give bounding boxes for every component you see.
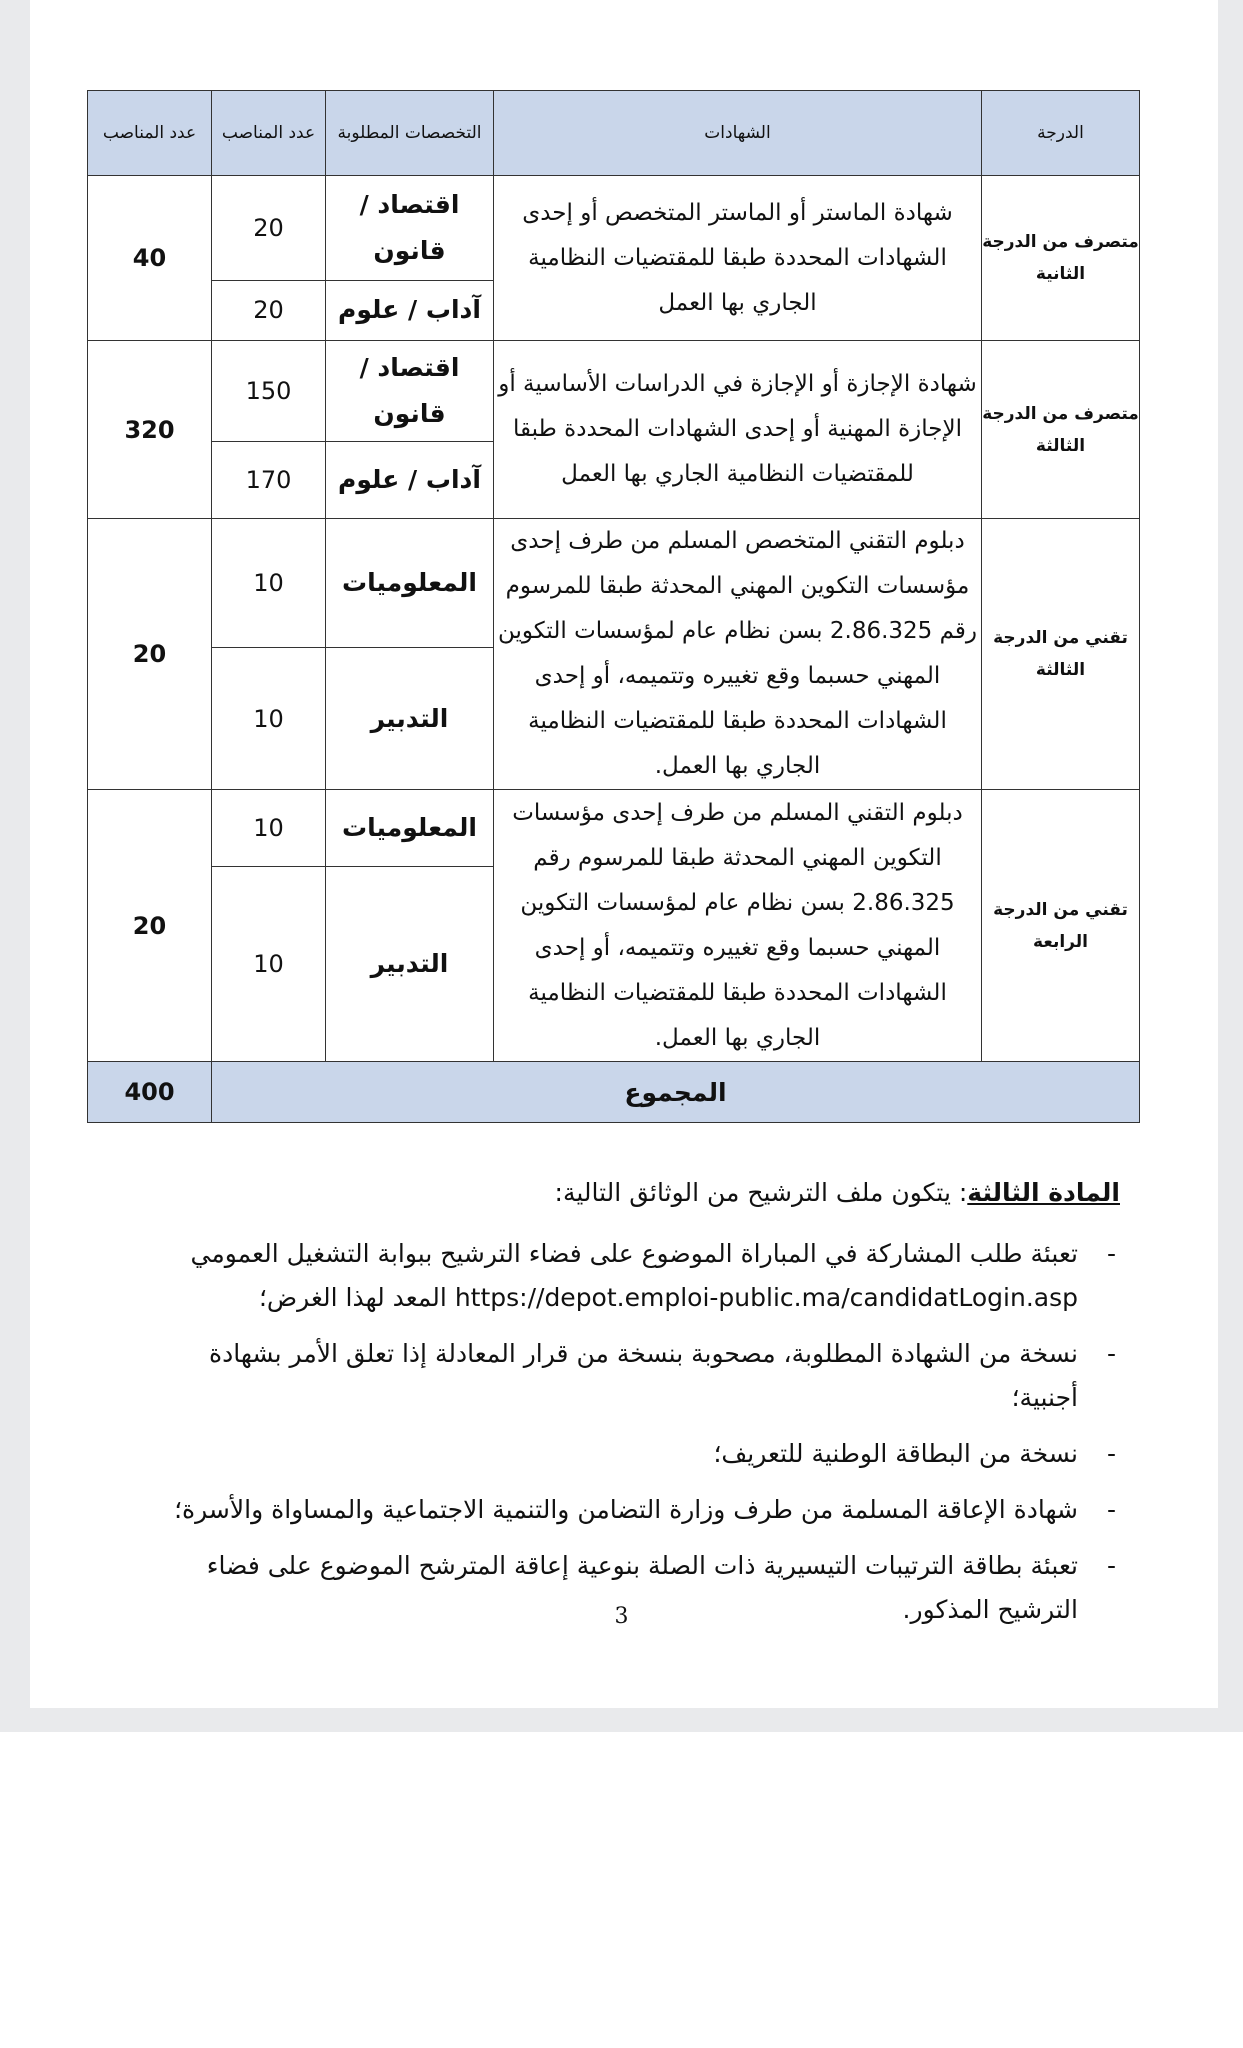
certificates-cell: شهادة الإجازة أو الإجازة في الدراسات الأساسية أو الإجازة المهنية أو إحدى الشهادات المحددة طبقا للمقتضيات النظامية الجاري بها العمل <box>494 341 982 519</box>
posts-cell: 150 <box>212 341 326 442</box>
sum-label: المجموع <box>212 1062 1140 1123</box>
documents-list <box>140 1232 1120 1632</box>
table-row <box>88 341 1140 442</box>
item-text: تعبئة طلب المشاركة في المباراة الموضوع على فضاء الترشيح ببوابة التشغيل العمومي <box>190 1239 1078 1268</box>
specialty-cell: التدبير <box>326 867 494 1062</box>
article-three <box>140 1174 1120 1644</box>
specialty-cell: المعلوميات <box>326 519 494 648</box>
specialty-cell: اقتصاد / قانون <box>326 341 494 442</box>
header-specialties: التخصصات المطلوبة <box>326 91 494 176</box>
grade-cell: تقني من الدرجة الرابعة <box>982 790 1140 1062</box>
posts-cell: 20 <box>212 176 326 281</box>
certificates-cell: شهادة الماستر أو الماستر المتخصص أو إحدى الشهادات المحددة طبقا للمقتضيات النظامية الجاري بها العمل <box>494 176 982 341</box>
specialty-cell: التدبير <box>326 648 494 790</box>
specialty-cell: آداب / علوم <box>326 442 494 519</box>
grade-cell: متصرف من الدرجة الثالثة <box>982 341 1140 519</box>
table-row <box>88 519 1140 648</box>
header-certificates: الشهادات <box>494 91 982 176</box>
list-item: - نسخة من البطاقة الوطنية للتعريف؛ <box>140 1432 1120 1476</box>
posts-cell: 170 <box>212 442 326 519</box>
total-cell: 320 <box>88 341 212 519</box>
posts-cell: 10 <box>212 648 326 790</box>
sum-row <box>88 1062 1140 1123</box>
specialty-cell: المعلوميات <box>326 790 494 867</box>
positions-table <box>87 90 1140 1123</box>
item-tail: المعد لهذا الغرض؛ <box>258 1283 447 1312</box>
list-item: - نسخة من الشهادة المطلوبة، مصحوبة بنسخة من قرار المعادلة إذا تعلق الأمر بشهادة أجنبية؛ <box>140 1332 1120 1420</box>
total-cell: 20 <box>88 790 212 1062</box>
blank-area <box>0 1732 1243 2048</box>
article-heading <box>140 1174 1120 1212</box>
table-row <box>88 790 1140 867</box>
specialty-cell: آداب / علوم <box>326 280 494 340</box>
article-intro: : يتكون ملف الترشيح من الوثائق التالية: <box>554 1178 968 1207</box>
total-cell: 20 <box>88 519 212 790</box>
sum-total: 400 <box>88 1062 212 1123</box>
table-row <box>88 176 1140 281</box>
total-cell: 40 <box>88 176 212 341</box>
posts-cell: 20 <box>212 280 326 340</box>
list-item: - تعبئة بطاقة الترتيبات التيسيرية ذات الصلة بنوعية إعاقة المترشح الموضوع على فضاء الترشيح المذكور. <box>140 1544 1120 1632</box>
application-portal-link[interactable]: https://depot.emploi-public.ma/candidatLogin.asp <box>454 1283 1078 1312</box>
specialty-cell: اقتصاد / قانون <box>326 176 494 281</box>
grade-cell: متصرف من الدرجة الثانية <box>982 176 1140 341</box>
posts-cell: 10 <box>212 790 326 867</box>
certificates-cell: دبلوم التقني المسلم من طرف إحدى مؤسسات التكوين المهني المحدثة طبقا للمرسوم رقم 2.86.325 بسن نظام عام لمؤسسات التكوين المهني حسبما وقع تغييره وتتميمه، أو إحدى الشهادات المحددة طبقا للمقتضيات النظامية الجاري بها العمل. <box>494 790 982 1062</box>
certificates-cell: دبلوم التقني المتخصص المسلم من طرف إحدى مؤسسات التكوين المهني المحدثة طبقا للمرسوم رقم 2.86.325 بسن نظام عام لمؤسسات التكوين المهني حسبما وقع تغييره وتتميمه، أو إحدى الشهادات المحددة طبقا للمقتضيات النظامية الجاري بها العمل. <box>494 519 982 790</box>
page-number: 3 <box>614 1604 629 1629</box>
list-item: - شهادة الإعاقة المسلمة من طرف وزارة التضامن والتنمية الاجتماعية والمساواة والأسرة؛ <box>140 1488 1120 1532</box>
grade-cell: تقني من الدرجة الثالثة <box>982 519 1140 790</box>
header-total-posts: عدد المناصب <box>88 91 212 176</box>
list-item <box>140 1232 1120 1320</box>
article-title: المادة الثالثة <box>967 1178 1120 1207</box>
header-posts: عدد المناصب <box>212 91 326 176</box>
posts-cell: 10 <box>212 519 326 648</box>
table-header-row <box>88 91 1140 176</box>
posts-cell: 10 <box>212 867 326 1062</box>
header-grade: الدرجة <box>982 91 1140 176</box>
